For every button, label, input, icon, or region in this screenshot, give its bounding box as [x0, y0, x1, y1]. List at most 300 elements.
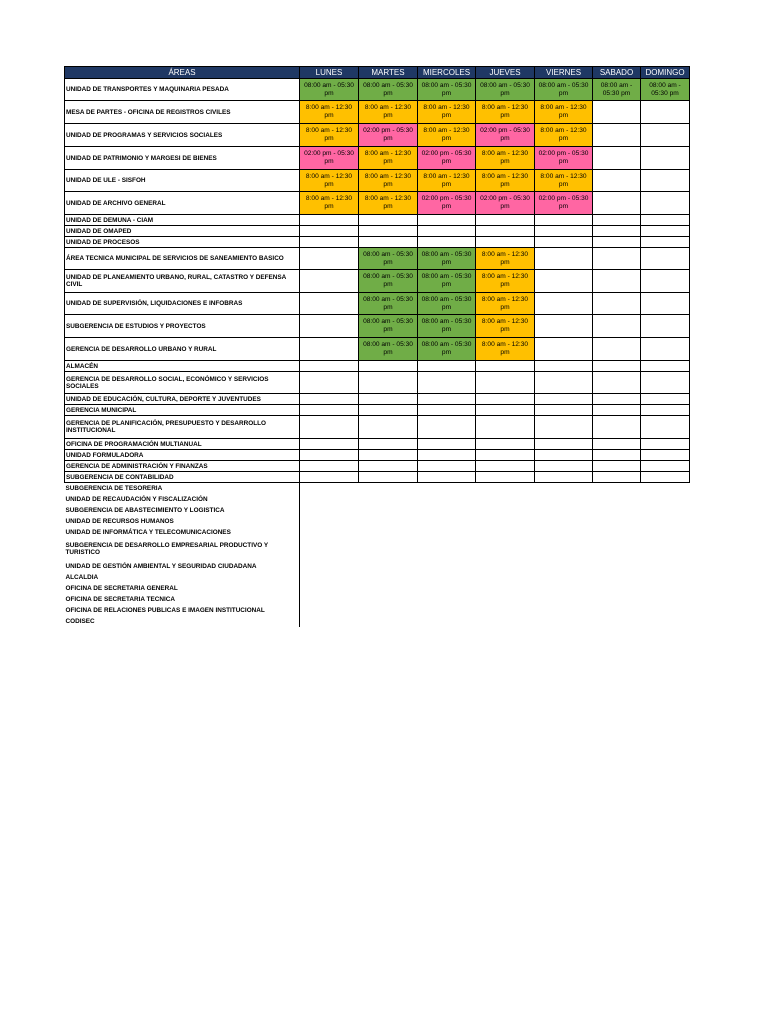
schedule-cell	[359, 461, 418, 472]
schedule-cell	[593, 450, 641, 461]
schedule-cell	[300, 416, 359, 439]
empty-space	[300, 483, 690, 494]
schedule-cell	[593, 215, 641, 226]
area-name: UNIDAD DE ULE - SISFOH	[65, 170, 300, 192]
schedule-cell	[418, 215, 476, 226]
schedule-time: 8:00 am - 12:30 pm	[364, 195, 412, 210]
schedule-cell	[476, 237, 535, 248]
area-name: GERENCIA DE ADMINISTRACIÓN Y FINANZAS	[65, 461, 300, 472]
table-row	[65, 439, 690, 450]
schedule-cell	[300, 439, 359, 450]
schedule-time: 08:00 am - 05:30 pm	[363, 341, 413, 356]
schedule-time: 02:00 pm - 05:30 pm	[421, 195, 472, 210]
empty-space	[300, 605, 690, 616]
schedule-cell	[641, 372, 690, 394]
empty-space	[300, 494, 690, 505]
area-name: UNIDAD DE DEMUNA - CIAM	[65, 215, 300, 226]
schedule-cell	[641, 215, 690, 226]
schedule-cell	[418, 315, 476, 338]
area-name: OFICINA DE PROGRAMACIÓN MULTIANUAL	[65, 439, 300, 450]
schedule-cell	[418, 461, 476, 472]
table-row	[65, 405, 690, 416]
schedule-cell	[535, 338, 593, 361]
table-row	[65, 338, 690, 361]
header-sabado: SABADO	[593, 67, 641, 79]
schedule-cell	[418, 416, 476, 439]
area-name: ALMACÉN	[65, 361, 300, 372]
schedule-cell	[535, 124, 593, 147]
schedule-cell	[359, 215, 418, 226]
schedule-cell	[641, 293, 690, 315]
schedule-time: 8:00 am - 12:30 pm	[423, 104, 470, 119]
empty-space	[300, 561, 690, 572]
table-row	[65, 561, 690, 572]
schedule-cell	[300, 170, 359, 192]
table-row	[65, 583, 690, 594]
schedule-cell	[535, 248, 593, 270]
schedule-time: 08:00 am - 05:30 pm	[480, 81, 530, 97]
schedule-cell	[418, 472, 476, 483]
schedule-cell	[535, 416, 593, 439]
area-name: SUBGERENCIA DE DESARROLLO EMPRESARIAL PRODUCTIVO Y TURISTICO	[65, 538, 300, 561]
area-name: UNIDAD DE INFORMÁTICA Y TELECOMUNICACIONES	[65, 527, 300, 538]
area-name: UNIDAD DE PATRIMONIO Y MARGESI DE BIENES	[65, 147, 300, 170]
table-row	[65, 572, 690, 583]
schedule-cell	[359, 237, 418, 248]
schedule-cell	[359, 372, 418, 394]
schedule-cell	[476, 450, 535, 461]
schedule-cell	[535, 372, 593, 394]
header-martes: MARTES	[359, 67, 418, 79]
schedule-time: 08:00 am - 05:30 pm	[363, 318, 413, 333]
schedule-cell	[593, 461, 641, 472]
header-domingo: DOMINGO	[641, 67, 690, 79]
schedule-cell	[476, 461, 535, 472]
schedule-cell	[418, 192, 476, 215]
schedule-cell	[300, 372, 359, 394]
area-name: GERENCIA MUNICIPAL	[65, 405, 300, 416]
schedule-time: 08:00 am - 05:30 pm	[363, 273, 413, 288]
schedule-cell	[359, 293, 418, 315]
schedule-cell	[535, 439, 593, 450]
table-row	[65, 416, 690, 439]
table-row	[65, 605, 690, 616]
table-row	[65, 237, 690, 248]
schedule-cell	[476, 170, 535, 192]
header-areas: ÁREAS	[65, 67, 300, 79]
schedule-cell	[359, 450, 418, 461]
schedule-cell	[535, 101, 593, 124]
schedule-cell	[641, 416, 690, 439]
schedule-cell	[641, 270, 690, 293]
schedule-cell	[641, 237, 690, 248]
schedule-cell	[476, 293, 535, 315]
schedule-time: 8:00 am - 12:30 pm	[364, 172, 412, 188]
empty-space	[300, 516, 690, 527]
schedule-cell	[641, 124, 690, 147]
schedule-cell	[300, 315, 359, 338]
table-row	[65, 147, 690, 170]
schedule-cell	[593, 472, 641, 483]
schedule-cell	[641, 248, 690, 270]
schedule-cell	[359, 416, 418, 439]
schedule-cell	[359, 361, 418, 372]
area-name: OFICINA DE RELACIONES PUBLICAS E IMAGEN INSTITUCIONAL	[65, 605, 300, 616]
schedule-cell	[593, 270, 641, 293]
empty-space	[300, 594, 690, 605]
schedule-cell	[418, 237, 476, 248]
area-name: ALCALDIA	[65, 572, 300, 583]
schedule-cell	[300, 248, 359, 270]
schedule-cell	[359, 79, 418, 101]
schedule-cell	[535, 79, 593, 101]
area-name: MESA DE PARTES - OFICINA DE REGISTROS CIVILES	[65, 101, 300, 124]
schedule-time: 8:00 am - 12:30 pm	[481, 341, 529, 356]
schedule-cell	[359, 315, 418, 338]
header-miercoles: MIERCOLES	[418, 67, 476, 79]
schedule-cell	[300, 215, 359, 226]
schedule-cell	[476, 372, 535, 394]
table-row	[65, 79, 690, 101]
schedule-cell	[641, 338, 690, 361]
schedule-cell	[535, 472, 593, 483]
schedule-cell	[300, 79, 359, 101]
schedule-cell	[593, 439, 641, 450]
area-name: ÁREA TECNICA MUNICIPAL DE SERVICIOS DE SANEAMIENTO BASICO	[65, 248, 300, 270]
schedule-cell	[641, 226, 690, 237]
schedule-cell	[593, 361, 641, 372]
schedule-time: 8:00 am - 12:30 pm	[364, 104, 412, 119]
empty-space	[300, 538, 690, 561]
area-name: GERENCIA DE DESARROLLO SOCIAL, ECONÓMICO Y SERVICIOS SOCIALES	[65, 372, 300, 394]
schedule-cell	[535, 147, 593, 170]
schedule-cell	[418, 79, 476, 101]
schedule-time: 08:00 am - 05:30 pm	[363, 295, 413, 311]
schedule-cell	[641, 439, 690, 450]
area-name: GERENCIA DE DESARROLLO URBANO Y RURAL	[65, 338, 300, 361]
schedule-time: 08:00 am - 05:30 pm	[649, 81, 681, 97]
schedule-time: 8:00 am - 12:30 pm	[423, 172, 470, 188]
schedule-time: 8:00 am - 12:30 pm	[540, 104, 587, 119]
table-row	[65, 226, 690, 237]
schedule-cell	[300, 450, 359, 461]
area-name: SUBGERENCIA DE ESTUDIOS Y PROYECTOS	[65, 315, 300, 338]
schedule-time: 02:00 pm - 05:30 pm	[538, 195, 589, 210]
empty-space	[300, 572, 690, 583]
area-name: UNIDAD DE PROGRAMAS Y SERVICIOS SOCIALES	[65, 124, 300, 147]
schedule-cell	[593, 248, 641, 270]
schedule-cell	[641, 394, 690, 405]
schedule-cell	[359, 394, 418, 405]
area-name: OFICINA DE SECRETARIA TECNICA	[65, 594, 300, 605]
schedule-cell	[300, 101, 359, 124]
table-row	[65, 516, 690, 527]
schedule-sheet	[64, 66, 689, 627]
schedule-cell	[593, 226, 641, 237]
schedule-time: 08:00 am - 05:30 pm	[421, 295, 472, 311]
schedule-cell	[476, 124, 535, 147]
schedule-cell	[641, 361, 690, 372]
schedule-time: 08:00 am - 05:30 pm	[421, 273, 472, 288]
header-row	[65, 67, 690, 79]
schedule-cell	[300, 226, 359, 237]
schedule-time: 8:00 am - 12:30 pm	[481, 318, 529, 333]
table-row	[65, 361, 690, 372]
schedule-time: 08:00 am - 05:30 pm	[421, 250, 472, 266]
schedule-cell	[359, 405, 418, 416]
schedule-cell	[476, 394, 535, 405]
schedule-cell	[300, 405, 359, 416]
area-name: CODISEC	[65, 616, 300, 627]
table-row	[65, 594, 690, 605]
schedule-cell	[359, 170, 418, 192]
area-name: UNIDAD DE PLANEAMIENTO URBANO, RURAL, CATASTRO Y DEFENSA CIVIL	[65, 270, 300, 293]
table-row	[65, 293, 690, 315]
table-row	[65, 372, 690, 394]
schedule-time: 8:00 am - 12:30 pm	[305, 172, 353, 188]
schedule-cell	[476, 226, 535, 237]
schedule-cell	[535, 315, 593, 338]
schedule-cell	[300, 237, 359, 248]
schedule-cell	[535, 237, 593, 248]
area-name: UNIDAD DE SUPERVISIÓN, LIQUIDACIONES E INFOBRAS	[65, 293, 300, 315]
area-name: SUBGERENCIA DE ABASTECIMIENTO Y LOGISTICA	[65, 505, 300, 516]
table-row	[65, 215, 690, 226]
schedule-table	[64, 66, 690, 627]
schedule-cell	[593, 124, 641, 147]
schedule-cell	[418, 170, 476, 192]
schedule-time: 02:00 pm - 05:30 pm	[304, 150, 354, 165]
empty-space	[300, 616, 690, 627]
schedule-cell	[476, 79, 535, 101]
schedule-cell	[300, 293, 359, 315]
schedule-cell	[593, 416, 641, 439]
schedule-cell	[476, 248, 535, 270]
schedule-cell	[593, 101, 641, 124]
schedule-time: 8:00 am - 12:30 pm	[305, 127, 353, 142]
schedule-cell	[418, 101, 476, 124]
schedule-cell	[593, 147, 641, 170]
schedule-cell	[300, 270, 359, 293]
schedule-cell	[359, 124, 418, 147]
schedule-time: 8:00 am - 12:30 pm	[423, 127, 470, 142]
schedule-cell	[418, 338, 476, 361]
schedule-time: 8:00 am - 12:30 pm	[481, 150, 529, 165]
schedule-cell	[476, 472, 535, 483]
schedule-cell	[418, 270, 476, 293]
schedule-cell	[593, 170, 641, 192]
schedule-cell	[476, 338, 535, 361]
schedule-time: 8:00 am - 12:30 pm	[540, 127, 587, 142]
schedule-cell	[535, 461, 593, 472]
schedule-cell	[359, 192, 418, 215]
schedule-cell	[641, 450, 690, 461]
schedule-time: 02:00 pm - 05:30 pm	[421, 150, 472, 165]
area-name: SUBGERENCIA DE TESORERIA	[65, 483, 300, 494]
schedule-cell	[593, 394, 641, 405]
schedule-time: 08:00 am - 05:30 pm	[304, 81, 354, 97]
schedule-time: 02:00 pm - 05:30 pm	[363, 127, 413, 142]
table-row	[65, 315, 690, 338]
area-name: UNIDAD DE EDUCACIÓN, CULTURA, DEPORTE Y JUVENTUDES	[65, 394, 300, 405]
table-row	[65, 270, 690, 293]
schedule-time: 08:00 am - 05:30 pm	[421, 318, 472, 333]
schedule-cell	[593, 293, 641, 315]
schedule-cell	[418, 394, 476, 405]
schedule-cell	[641, 79, 690, 101]
table-row	[65, 248, 690, 270]
schedule-time: 8:00 am - 12:30 pm	[305, 195, 353, 210]
schedule-cell	[535, 394, 593, 405]
schedule-time: 02:00 pm - 05:30 pm	[480, 127, 530, 142]
schedule-cell	[418, 372, 476, 394]
schedule-cell	[535, 215, 593, 226]
schedule-cell	[535, 226, 593, 237]
schedule-time: 08:00 am - 05:30 pm	[421, 81, 472, 97]
schedule-cell	[359, 338, 418, 361]
schedule-cell	[418, 293, 476, 315]
schedule-cell	[476, 361, 535, 372]
schedule-cell	[535, 405, 593, 416]
schedule-time: 02:00 pm - 05:30 pm	[480, 195, 530, 210]
schedule-cell	[300, 124, 359, 147]
schedule-cell	[476, 101, 535, 124]
table-row	[65, 450, 690, 461]
schedule-time: 08:00 am - 05:30 pm	[600, 81, 633, 97]
schedule-cell	[418, 450, 476, 461]
schedule-cell	[641, 461, 690, 472]
table-row	[65, 538, 690, 561]
schedule-time: 08:00 am - 05:30 pm	[538, 81, 589, 97]
area-name: UNIDAD DE ARCHIVO GENERAL	[65, 192, 300, 215]
table-row	[65, 483, 690, 494]
schedule-cell	[593, 192, 641, 215]
schedule-cell	[476, 405, 535, 416]
schedule-time: 02:00 pm - 05:30 pm	[538, 150, 589, 165]
schedule-cell	[418, 124, 476, 147]
area-name: UNIDAD DE RECAUDACIÓN Y FISCALIZACIÓN	[65, 494, 300, 505]
schedule-time: 8:00 am - 12:30 pm	[305, 104, 353, 119]
table-row	[65, 494, 690, 505]
area-name: UNIDAD DE TRANSPORTES Y MAQUINARIA PESADA	[65, 79, 300, 101]
schedule-time: 8:00 am - 12:30 pm	[481, 250, 529, 266]
schedule-cell	[593, 315, 641, 338]
schedule-cell	[418, 248, 476, 270]
schedule-cell	[418, 439, 476, 450]
schedule-cell	[359, 439, 418, 450]
schedule-cell	[641, 472, 690, 483]
table-row	[65, 101, 690, 124]
schedule-cell	[359, 147, 418, 170]
schedule-cell	[593, 338, 641, 361]
schedule-cell	[535, 361, 593, 372]
schedule-cell	[476, 215, 535, 226]
schedule-time: 8:00 am - 12:30 pm	[540, 172, 587, 188]
table-row	[65, 616, 690, 627]
schedule-cell	[641, 405, 690, 416]
schedule-cell	[418, 405, 476, 416]
area-name: UNIDAD DE RECURSOS HUMANOS	[65, 516, 300, 527]
schedule-cell	[535, 170, 593, 192]
area-name: OFICINA DE SECRETARIA GENERAL	[65, 583, 300, 594]
schedule-cell	[641, 192, 690, 215]
table-row	[65, 124, 690, 147]
schedule-cell	[641, 147, 690, 170]
schedule-cell	[300, 338, 359, 361]
schedule-cell	[476, 270, 535, 293]
schedule-time: 8:00 am - 12:30 pm	[481, 273, 529, 288]
schedule-cell	[476, 439, 535, 450]
table-row	[65, 192, 690, 215]
schedule-time: 8:00 am - 12:30 pm	[364, 150, 412, 165]
schedule-cell	[535, 293, 593, 315]
table-row	[65, 472, 690, 483]
table-row	[65, 170, 690, 192]
schedule-cell	[359, 248, 418, 270]
area-name: UNIDAD FORMULADORA	[65, 450, 300, 461]
schedule-cell	[535, 270, 593, 293]
schedule-cell	[418, 226, 476, 237]
schedule-cell	[476, 315, 535, 338]
schedule-cell	[359, 101, 418, 124]
table-row	[65, 505, 690, 516]
area-name: UNIDAD DE OMAPED	[65, 226, 300, 237]
schedule-cell	[535, 450, 593, 461]
empty-space	[300, 505, 690, 516]
table-row	[65, 461, 690, 472]
area-name: GERENCIA DE PLANIFICACIÓN, PRESUPUESTO Y DESARROLLO INSTITUCIONAL	[65, 416, 300, 439]
schedule-cell	[300, 394, 359, 405]
schedule-time: 08:00 am - 05:30 pm	[421, 341, 472, 356]
schedule-cell	[641, 315, 690, 338]
header-lunes: LUNES	[300, 67, 359, 79]
empty-space	[300, 527, 690, 538]
schedule-cell	[359, 270, 418, 293]
schedule-cell	[476, 147, 535, 170]
schedule-cell	[476, 192, 535, 215]
schedule-time: 8:00 am - 12:30 pm	[481, 295, 529, 311]
empty-space	[300, 583, 690, 594]
schedule-cell	[641, 170, 690, 192]
area-name: UNIDAD DE GESTIÓN AMBIENTAL Y SEGURIDAD CIUDADANA	[65, 561, 300, 572]
schedule-time: 8:00 am - 12:30 pm	[481, 172, 529, 188]
schedule-time: 8:00 am - 12:30 pm	[481, 104, 529, 119]
schedule-cell	[300, 461, 359, 472]
schedule-cell	[300, 361, 359, 372]
schedule-cell	[300, 192, 359, 215]
schedule-body	[65, 79, 690, 627]
area-name: SUBGERENCIA DE CONTABILIDAD	[65, 472, 300, 483]
area-name: UNIDAD DE PROCESOS	[65, 237, 300, 248]
schedule-cell	[359, 226, 418, 237]
header-viernes: VIERNES	[535, 67, 593, 79]
schedule-cell	[593, 405, 641, 416]
table-row	[65, 527, 690, 538]
schedule-cell	[593, 372, 641, 394]
schedule-cell	[593, 79, 641, 101]
schedule-cell	[593, 237, 641, 248]
schedule-cell	[300, 472, 359, 483]
header-jueves: JUEVES	[476, 67, 535, 79]
schedule-time: 08:00 am - 05:30 pm	[363, 250, 413, 266]
schedule-cell	[476, 416, 535, 439]
schedule-cell	[418, 147, 476, 170]
schedule-cell	[300, 147, 359, 170]
schedule-cell	[418, 361, 476, 372]
schedule-cell	[641, 101, 690, 124]
table-row	[65, 394, 690, 405]
schedule-cell	[359, 472, 418, 483]
